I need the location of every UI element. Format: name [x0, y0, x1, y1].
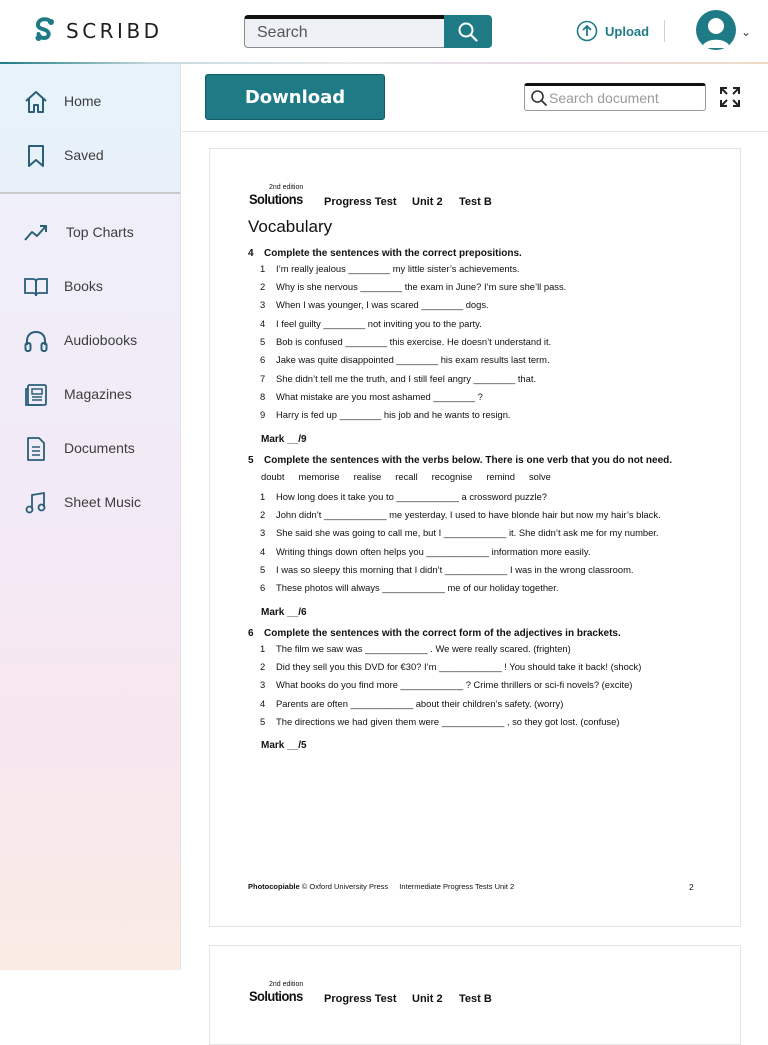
publisher-label: © Oxford University Press — [301, 882, 389, 891]
test-title: Progress Test — [324, 993, 397, 1005]
bookmark-icon — [23, 143, 49, 169]
test-title: Progress Test — [324, 196, 397, 208]
unit-label: Unit 2 — [412, 993, 443, 1005]
magazine-icon — [23, 382, 49, 408]
scribd-logo-icon — [33, 16, 57, 46]
sidebar-item-books[interactable] — [0, 266, 180, 306]
sidebar-item-top-charts[interactable] — [0, 212, 180, 252]
sidebar-item-label: Sheet Music — [64, 494, 142, 510]
sidebar-item-audiobooks[interactable] — [0, 320, 180, 360]
top-header — [0, 0, 768, 63]
document-viewer[interactable] — [182, 133, 768, 1024]
document-search — [524, 83, 706, 111]
document-icon — [23, 436, 49, 462]
document-page: 2nd edition Solutions Progress Test Unit 2 Test B Vocabulary 4 Complete the sentences with the correct prepositions. 1 I’m really jealous ________ my little sister’s achievements. 2 Why is she nervous ________ the exam in June? I’m sure she’ll pass. 3 When I was younger, I was scared ________ dogs. 4 I feel guilty ________ not inviting you to the party. 5 Bob is confused ________ this exercise. He doesn’t understand it. 6 Jake was quite disappointed ________ his exam results last term. 7 She didn’t tell me the truth, and I still feel angry ________ that. 8 What mistake are you most ashamed ________ ? 9 Harry is fed up ________ his job and he wants to resign. Mark __/9 5 Complete the sentences with the verbs below. There is one verb that you do not need. doubt memorise realise recall recognise remind solve 1 How long does it take you to ____________ a crossword puzzle? 2 John didn’t ____________ me yesterday. I used to have blonde hair but now my hair’s black. 3 She said she was going to call me, but I ____________ it. She didn’t ask me for my number. 4 Writing things down often helps you ____________ information more easily. 5 I was so sleepy this morning that I didn’t ____________ I was in the wrong classroom. 6 These photos will always ____________ me of our holiday together. Mark __/6 6 Complete the sentences with the correct form of the adjectives in brackets. 1 The film we saw was ____________ . We were really scared. (frighten) 2 Did they sell you this DVD for €30? I’m ____________ ! You should take it back! (shock) 3 What books do you find more ____________ ? Crime thrillers or sci-fi novels? (excite) 4 Parents are often ____________ about their children’s safety. (worry) 5 The directions we had given them were ____________ , so they got lost. (confuse) Mark __/5 Photocopiable © Oxford University Press Intermediate Progress Tests Unit 2 2 — [209, 148, 741, 927]
scribd-logo[interactable] — [33, 16, 163, 46]
document-page — [209, 945, 741, 1045]
mark-label: Mark __/6 — [261, 607, 307, 618]
solutions-logo: Solutions — [249, 191, 303, 207]
page-footer — [248, 882, 514, 891]
sidebar-footer — [0, 970, 181, 1024]
photocopiable-label: Photocopiable — [248, 882, 300, 891]
sidebar-item-home[interactable] — [0, 81, 180, 121]
sidebar-item-label: Saved — [64, 147, 104, 163]
exercise-instruction: 5 Complete the sentences with the verbs below. There is one verb that you do not need. — [248, 455, 673, 466]
sidebar-item-saved[interactable] — [0, 135, 180, 175]
header-divider — [664, 20, 665, 42]
document-search-input[interactable] — [549, 87, 699, 109]
mark-label: Mark __/5 — [261, 740, 307, 751]
search-button[interactable] — [444, 15, 492, 48]
upload-icon — [576, 20, 598, 42]
sidebar-item-label: Home — [64, 93, 102, 109]
test-variant: Test B — [459, 993, 492, 1005]
word-list: doubt memorise realise recall recognise remind solve — [261, 471, 551, 482]
download-button[interactable]: Download — [205, 74, 385, 120]
exercise-instruction: 6 Complete the sentences with the correct form of the adjectives in brackets. — [248, 628, 621, 639]
avatar[interactable] — [696, 10, 736, 50]
mark-label: Mark __/9 — [261, 434, 307, 445]
logo-text: SCRIBD — [66, 19, 163, 43]
sidebar — [0, 64, 181, 1024]
search-icon — [530, 89, 548, 107]
upload-button[interactable] — [576, 20, 649, 42]
sidebar-item-sheet-music[interactable] — [0, 482, 180, 522]
sidebar-item-label: Books — [64, 278, 103, 294]
music-note-icon — [23, 490, 49, 516]
home-icon — [23, 89, 49, 115]
sidebar-item-label: Top Charts — [66, 224, 134, 240]
page-number: 2 — [689, 882, 694, 892]
sidebar-item-documents[interactable] — [0, 428, 180, 468]
sidebar-item-label: Magazines — [64, 386, 132, 402]
sidebar-item-magazines[interactable] — [0, 374, 180, 414]
global-search — [244, 15, 492, 48]
fullscreen-icon[interactable] — [719, 86, 741, 108]
headphones-icon — [23, 328, 49, 354]
sidebar-item-label: Documents — [64, 440, 135, 456]
exercise-instruction: 4 Complete the sentences with the correct prepositions. — [248, 248, 522, 259]
search-icon — [457, 21, 479, 43]
test-variant: Test B — [459, 196, 492, 208]
book-icon — [23, 274, 49, 300]
solutions-logo: Solutions — [249, 988, 303, 1004]
series-label: Intermediate Progress Tests Unit 2 — [399, 882, 515, 891]
edition-label: 2nd edition — [269, 981, 304, 988]
user-avatar-icon — [696, 10, 736, 50]
upload-label: Upload — [605, 23, 650, 39]
trending-icon — [23, 220, 49, 246]
document-toolbar — [182, 64, 768, 132]
unit-label: Unit 2 — [412, 196, 443, 208]
chevron-down-icon[interactable]: ⌄ — [741, 25, 752, 39]
section-title: Vocabulary — [248, 217, 333, 236]
search-input[interactable] — [244, 15, 446, 48]
edition-label: 2nd edition — [269, 184, 304, 191]
sidebar-item-label: Audiobooks — [64, 332, 138, 348]
